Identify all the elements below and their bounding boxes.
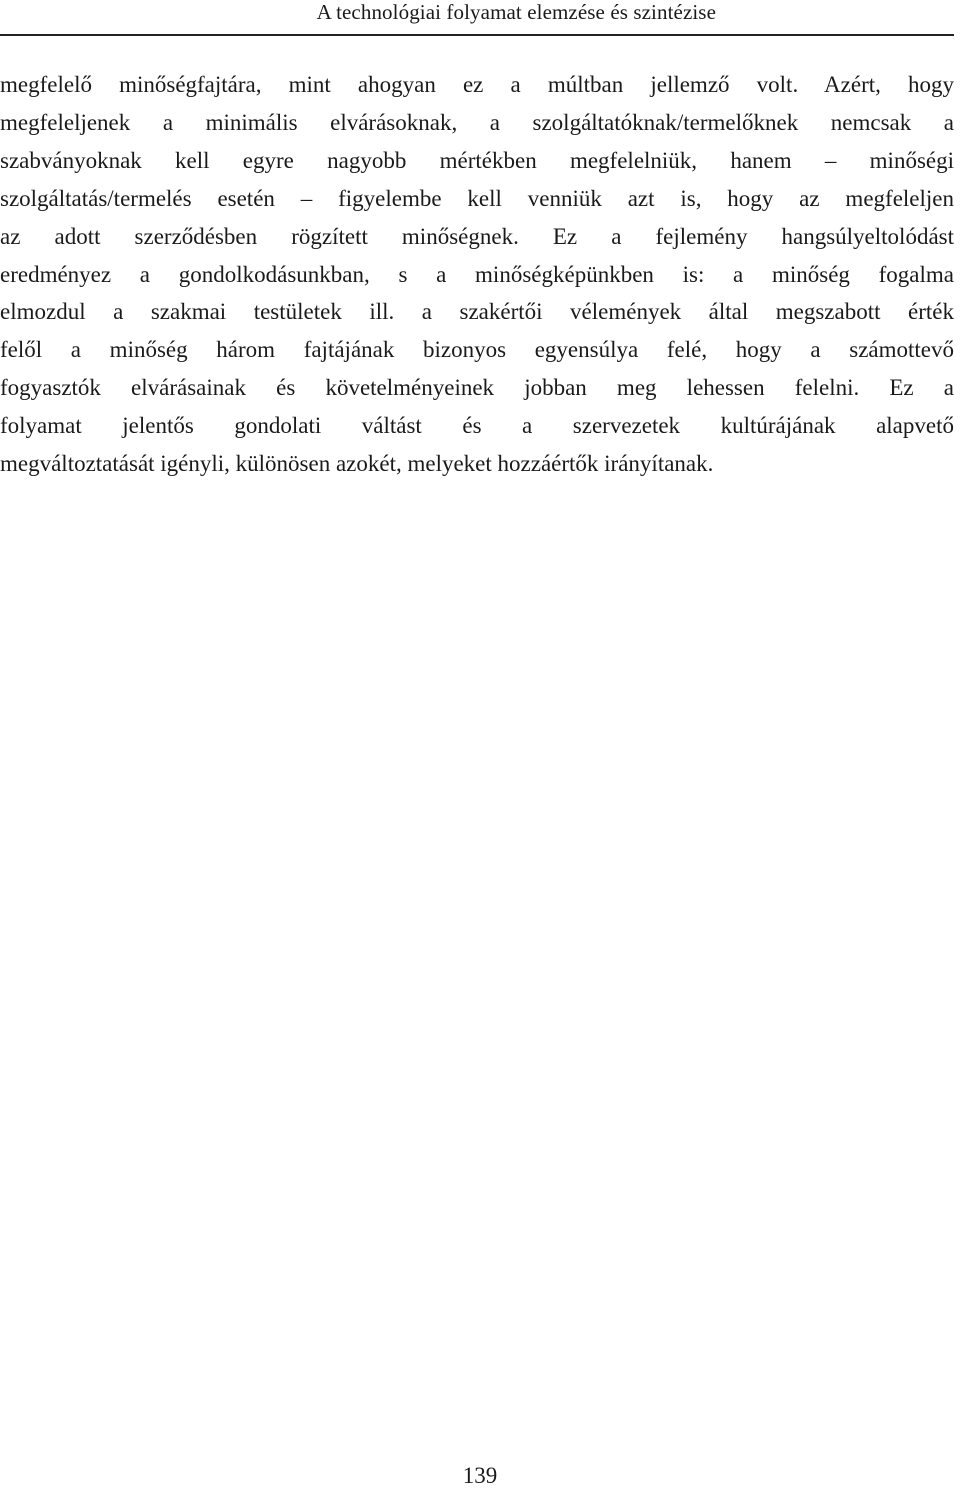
running-header-title: A technológiai folyamat elemzése és szintézise <box>316 0 716 24</box>
paragraph-line: az adott szerződésben rögzített minőségnek. Ez a fejlemény hangsúlyeltolódást <box>0 223 954 249</box>
paragraph-line: megfeleljenek a minimális elvárásoknak, a szolgáltatóknak/termelőknek nemcsak a <box>0 109 954 135</box>
paragraph-line: szabványoknak kell egyre nagyobb mértékben megfelelniük, hanem – minőségi <box>0 147 954 173</box>
paragraph-line: megfelelő minőségfajtára, mint ahogyan ez a múltban jellemző volt. Azért, hogy <box>0 72 954 97</box>
paragraph-line: eredményez a gondolkodásunkban, s a minőségképünkben is: a minőség fogalma <box>0 261 954 287</box>
page-number: 139 <box>462 1463 498 1488</box>
running-header <box>0 0 954 36</box>
paragraph-line: fogyasztók elvárásainak és követelményeinek jobban meg lehessen felelni. Ez a <box>0 375 954 401</box>
body-paragraph <box>0 66 954 483</box>
paragraph-line: szolgáltatás/termelés esetén – figyelembe kell venniük azt is, hogy az megfeleljen <box>0 185 954 211</box>
paragraph-line: elmozdul a szakmai testületek ill. a szakértői vélemények által megszabott érték <box>0 299 954 325</box>
paragraph-line: megváltoztatását igényli, különösen azokét, melyeket hozzáértők irányítanak. <box>0 451 714 477</box>
paragraph-line: folyamat jelentős gondolati váltást és a szervezetek kultúrájának alapvető <box>0 413 954 439</box>
paragraph-line: felől a minőség három fajtájának bizonyos egyensúlya felé, hogy a számottevő <box>0 337 954 363</box>
